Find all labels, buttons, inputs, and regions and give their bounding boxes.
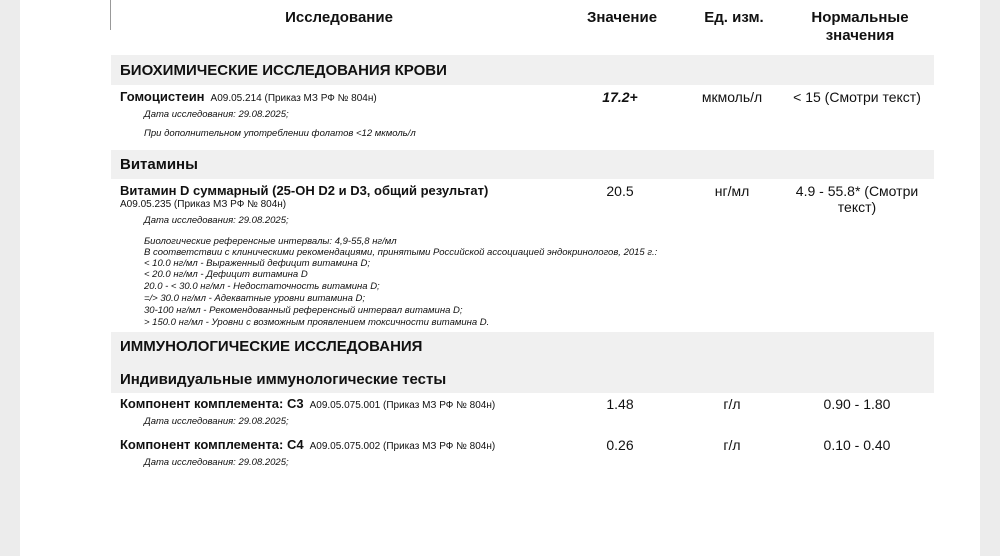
vitd-ref-line2: текст): [837, 199, 877, 215]
top-divider: [110, 0, 111, 30]
header-test: Исследование: [285, 9, 393, 26]
vitd-note-line: > 150.0 нг/мл - Уровни с возможным проявлением токсичности витамина D.: [144, 317, 490, 328]
vitd-ref-line1: 4.9 - 55.8* (Смотри: [795, 183, 919, 199]
homocysteine-name: Гомоцистеин: [120, 89, 205, 104]
vitd-code: A09.05.235 (Приказ МЗ РФ № 804н): [120, 199, 287, 210]
vitd-note-line: < 10.0 нг/мл - Выраженный дефицит витамина D;: [144, 258, 370, 269]
test-name-c3: [120, 396, 495, 414]
c4-ref: 0.10 - 0.40: [823, 437, 891, 453]
c4-unit: г/л: [723, 437, 741, 453]
test-name-homocysteine: [120, 89, 377, 107]
header-unit: Ед. изм.: [704, 9, 764, 26]
homocysteine-code: A09.05.214 (Приказ МЗ РФ № 804н): [210, 93, 377, 104]
c4-name: Компонент комплемента: C4: [120, 437, 304, 452]
homocysteine-ref: < 15 (Смотри текст): [793, 89, 921, 105]
homocysteine-note: При дополнительном употреблении фолатов <12 мкмоль/л: [144, 128, 416, 139]
header-ref-line1: Нормальные: [811, 9, 909, 26]
header-ref-line2: значения: [825, 27, 895, 44]
homocysteine-date: Дата исследования: 29.08.2025;: [144, 109, 289, 120]
c3-name: Компонент комплемента: C3: [120, 396, 304, 411]
vitd-name: Витамин D суммарный (25-OH D2 и D3, общий результат): [120, 183, 489, 198]
c4-date: Дата исследования: 29.08.2025;: [144, 457, 289, 468]
homocysteine-unit: мкмоль/л: [701, 89, 763, 105]
header-value: Значение: [586, 9, 658, 26]
vitd-note-line: < 20.0 нг/мл - Дефицит витамина D: [144, 269, 308, 280]
vitd-note-line: Биологические референсные интервалы: 4,9-55,8 нг/мл: [144, 236, 397, 247]
c3-code: A09.05.075.001 (Приказ МЗ РФ № 804н): [309, 400, 496, 411]
vitd-unit: нг/мл: [714, 183, 750, 199]
section-title-vitamins: Витамины: [120, 156, 198, 173]
section-title-immuno: ИММУНОЛОГИЧЕСКИЕ ИССЛЕДОВАНИЯ: [120, 338, 423, 355]
vitd-value: 20.5: [606, 183, 634, 199]
c3-value: 1.48: [606, 396, 634, 412]
section-subtitle-immuno: Индивидуальные иммунологические тесты: [120, 371, 447, 388]
vitd-note-line: 20.0 - < 30.0 нг/мл - Недостаточность витамина D;: [144, 281, 380, 292]
section-title-biochem: БИОХИМИЧЕСКИЕ ИССЛЕДОВАНИЯ КРОВИ: [120, 62, 447, 79]
c4-code: A09.05.075.002 (Приказ МЗ РФ № 804н): [309, 441, 496, 452]
vitd-note-line: В соответствии с клиническими рекомендациями, принятыми Российской ассоциацией эндокринологов, 2015 г.:: [144, 247, 658, 258]
c3-date: Дата исследования: 29.08.2025;: [144, 416, 289, 427]
homocysteine-value: 17.2+: [602, 89, 638, 105]
c4-value: 0.26: [606, 437, 634, 453]
vitd-note-line: 30-100 нг/мл - Рекомендованный референсный интервал витамина D;: [144, 305, 463, 316]
vitd-note-line: =/> 30.0 нг/мл - Адекватные уровни витамина D;: [144, 293, 366, 304]
c3-unit: г/л: [723, 396, 741, 412]
c3-ref: 0.90 - 1.80: [823, 396, 891, 412]
vitd-date: Дата исследования: 29.08.2025;: [144, 215, 289, 226]
section-band-vitamins: [111, 150, 934, 179]
test-name-c4: [120, 437, 495, 455]
